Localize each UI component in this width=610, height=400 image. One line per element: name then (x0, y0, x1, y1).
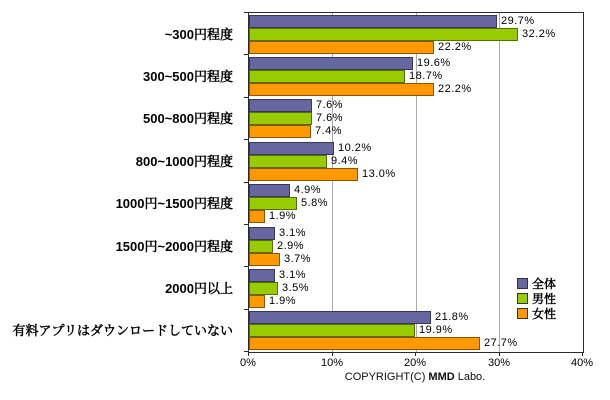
bar (249, 282, 278, 295)
value-label: 4.9% (294, 184, 322, 196)
bar (249, 70, 405, 83)
bar (249, 41, 434, 54)
bar (249, 125, 311, 138)
category-label: 300~500円程度 (143, 69, 233, 85)
value-label: 3.7% (284, 253, 312, 265)
legend-label: 全体 (532, 277, 557, 291)
bar (249, 253, 280, 266)
y-axis-tick (244, 309, 248, 310)
bar (249, 184, 290, 197)
value-label: 3.1% (279, 227, 307, 239)
value-label: 2.9% (277, 240, 305, 252)
bar (249, 155, 327, 168)
bar (249, 168, 358, 181)
legend-item-female (517, 306, 556, 321)
x-axis-tick (332, 352, 333, 356)
value-label: 5.8% (301, 197, 329, 209)
value-label: 19.6% (417, 57, 451, 69)
category-label: 有料アプリはダウンロードしていない (12, 323, 233, 339)
value-label: 7.4% (315, 125, 343, 137)
bar (249, 28, 518, 41)
x-axis-tick-label: 0% (240, 357, 256, 369)
bar (249, 57, 413, 70)
bar (249, 240, 273, 253)
gridline (499, 13, 500, 352)
value-label: 22.2% (438, 83, 472, 95)
value-label: 3.5% (282, 282, 310, 294)
category-label: 800~1000円程度 (135, 153, 233, 169)
x-axis-tick-label: 30% (487, 357, 511, 369)
legend-swatch-male-icon (517, 293, 528, 304)
bar (249, 112, 312, 125)
legend-item-male (517, 291, 556, 306)
value-label: 22.2% (438, 41, 472, 53)
bar (249, 295, 265, 308)
bar (249, 311, 431, 324)
value-label: 1.9% (269, 295, 297, 307)
bar (249, 15, 497, 28)
y-axis-tick (244, 54, 248, 55)
y-axis-tick (244, 97, 248, 98)
copyright-brand: MMD (428, 371, 455, 383)
x-axis-tick-label: 20% (403, 357, 427, 369)
category-label: 500~800円程度 (143, 111, 233, 127)
x-axis-tick (499, 352, 500, 356)
value-label: 10.2% (338, 142, 372, 154)
x-axis-tick (248, 352, 249, 356)
legend-swatch-all-icon (517, 278, 528, 289)
value-label: 32.2% (522, 28, 556, 40)
category-label: ~300円程度 (164, 26, 233, 42)
x-axis-tick (582, 352, 583, 356)
bar (249, 337, 480, 350)
x-axis-tick-label: 10% (320, 357, 344, 369)
x-axis-tick (415, 352, 416, 356)
value-label: 9.4% (331, 155, 359, 167)
category-label: 1000円~1500円程度 (115, 196, 233, 212)
y-axis-tick (244, 182, 248, 183)
value-label: 27.7% (484, 337, 518, 349)
legend (517, 276, 556, 321)
x-axis-tick-label: 40% (570, 357, 594, 369)
value-label: 13.0% (362, 168, 396, 180)
bar (249, 142, 334, 155)
bar (249, 99, 312, 112)
bar (249, 210, 265, 223)
value-label: 18.7% (409, 70, 443, 82)
copyright-suffix: Labo. (457, 371, 486, 383)
value-label: 3.1% (279, 269, 307, 281)
bar (249, 83, 434, 96)
value-label: 1.9% (269, 210, 297, 222)
category-label: 1500円~2000円程度 (115, 238, 233, 254)
copyright-text (248, 371, 582, 383)
copyright-prefix: COPYRIGHT(C) (344, 371, 426, 383)
value-label: 7.6% (316, 112, 344, 124)
value-label: 7.6% (316, 99, 344, 111)
y-axis-tick (244, 224, 248, 225)
category-label: 2000円以上 (165, 280, 233, 296)
bar (249, 227, 275, 240)
y-axis-tick (244, 139, 248, 140)
bar (249, 269, 275, 282)
value-label: 21.8% (435, 311, 469, 323)
category-axis-labels (0, 12, 240, 351)
y-axis-tick (244, 12, 248, 13)
y-axis-tick (244, 266, 248, 267)
value-label: 19.9% (419, 324, 453, 336)
bar (249, 324, 415, 337)
bar (249, 197, 297, 210)
legend-label: 女性 (532, 307, 557, 321)
legend-label: 男性 (532, 292, 557, 306)
legend-item-all (517, 276, 556, 291)
legend-swatch-female-icon (517, 308, 528, 319)
value-label: 29.7% (501, 15, 535, 27)
